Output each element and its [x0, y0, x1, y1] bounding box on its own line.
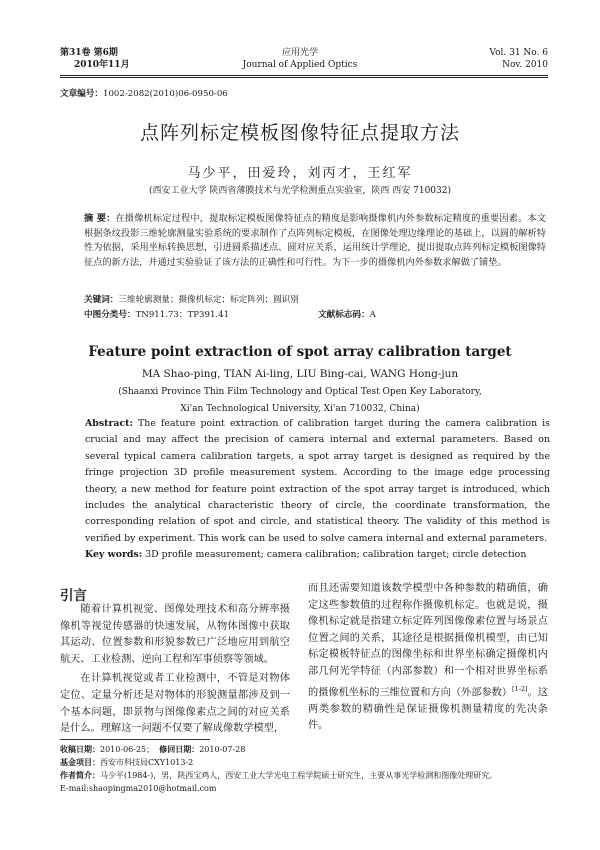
affiliation-en-line1: (Shaanxi Province Thin Film Technology and Optical Test Open Key Laboratory, [118, 387, 482, 397]
intro-right-column [308, 581, 548, 735]
volume-issue-en [489, 47, 548, 71]
intro-left-p2: 在计算机视觉或者工业检测中，不管是对物体定位、定量分析还是对物体的形貌测量都涉及到一个基本问题，即景物与图像像素点之间的对应关系是什么。理解这一问题不仅要了解成像数学模型， [60, 673, 290, 735]
revised-date: 2010-07-28 [199, 745, 246, 754]
received-date: 2010-06-25； [100, 745, 155, 754]
keywords-cn-text: 三维轮廓测量；摄像机标定；标定阵列；圆识别 [118, 295, 299, 305]
header-rule [60, 75, 548, 76]
article-id-value: 1002-2082(2010)06-0950-06 [102, 89, 228, 99]
affiliation-cn: (西安工业大学 陕西省薄膜技术与光学检测重点实验室，陕西 西安 710032) [149, 186, 451, 196]
footnote [60, 743, 550, 795]
authors-cn: 马少平，田爱玲，刘丙才，王红军 [187, 166, 413, 181]
article-id-label: 文章编号： [60, 89, 103, 99]
keywords-cn [84, 294, 299, 307]
keywords-en [85, 547, 550, 563]
clc-number [84, 309, 229, 322]
revised-label: 修回日期： [159, 744, 200, 754]
abstract-en-label: Abstract: [85, 418, 133, 429]
page-title-cn: 点阵列标定模板图像特征点提取方法 [139, 122, 460, 144]
date-en: Nov. 2010 [502, 60, 548, 70]
intro-left-p1: 随着计算机视觉、图像处理技术和高分辨率摄像机等视觉传感器的快速发展，从物体图像中获取其运动、位置参数和形貌参数已广泛地应用到航空航天、工业检测、逆向工程和军事侦察等领域。 [60, 604, 290, 665]
intro-right-p1 [308, 581, 548, 735]
intro-right-text: 而且还需要知道该数学模型中各种参数的精确值，确定这些参数值的过程称作摄像机标定。也就是说，摄像机标定就是指建立标定阵列图像像素位置与场景点位置之间的关系，其途径是根据摄像机模型，由已知标定模板特征点的图像坐标和世界坐标确定摄像机内部几何光学特征（内部参数）和一个相对世界坐标系的摄像机坐标的三维位置和方向（外部参数） [308, 583, 548, 698]
affiliation-en [0, 384, 600, 418]
fund-label: 基金项目： [60, 757, 100, 767]
intro-right-text-end: 。这两类参数的精确性是保证摄像机测量精度的先决条件。 [308, 686, 548, 732]
section-title-intro: 引言 [60, 588, 87, 604]
footnote-bio [60, 769, 550, 782]
volume-en: Vol. 31 No. 6 [489, 48, 548, 58]
received-label: 收稿日期： [60, 744, 100, 754]
footnote-fund [60, 756, 550, 769]
header-rule-2 [60, 77, 548, 78]
abstract-en [85, 416, 550, 564]
keywords-cn-label: 关键词： [84, 295, 119, 305]
footnote-rule [60, 739, 210, 740]
abstract-cn-label: 摘 要： [84, 213, 116, 224]
doc-code-value: A [369, 310, 376, 320]
authors-en: MA Shao-ping, TIAN Ai-ling, LIU Bing-cai, WANG Hong-jun [141, 368, 459, 380]
affiliation-en-line2: Xi'an Technological University, Xi'an 710032, China) [180, 404, 420, 414]
keywords-en-label: Key words: [85, 549, 143, 561]
citation-ref[interactable]: [1-2] [512, 684, 528, 693]
clc-label: 中图分类号： [84, 310, 136, 320]
bio-label: 作者简介： [60, 770, 100, 780]
date-cn: 2010年11月 [74, 60, 130, 70]
abstract-cn [84, 212, 546, 270]
keywords-en-text: 3D profile measurement; camera calibration; calibration target; circle detection [145, 549, 527, 561]
article-id [60, 88, 228, 101]
fund-value: 西安市科技局CXY1013-2 [100, 758, 194, 767]
intro-left-column [60, 602, 290, 738]
journal-cn: 应用光学 [281, 48, 318, 58]
footnote-dates [60, 743, 550, 756]
journal-en: Journal of Applied Optics [242, 60, 358, 70]
clc-value: TN911.73；TP391.41 [135, 310, 230, 320]
abstract-cn-text: 在摄像机标定过程中，提取标定模板图像特征点的精度是影响摄像机内外参数标定精度的重要因素。本文根据条纹投影三维轮廓测量实验系统的要求制作了点阵列标定模板，在图像处理边缘理论的基础上，以圆的解析特性为依据，采用坐标转换思想，引进圆系描述点、圆对应关系，运用统计学理论，提出提取点阵列标定模板图像特征点的新方法，并通过实验验证了该方法的正确性和可行性。为下一步的摄像机内外参数求解做了铺垫。 [84, 213, 546, 268]
bio-value: 马少平(1984-)，男，陕西宝鸡人，西安工业大学光电工程学院硕士研究生，主要从事光学检测和图像处理研究。 [100, 771, 498, 780]
abstract-en-text: The feature point extraction of calibration target during the camera calibration is crucial and may affect the precision of camera internal and external parameters. Based on several typical camera calibration targets, a spot array target is designed as required by the fringe projection 3D profile measurement system. According to the image edge processing theory, a new method for feature point extraction of the spot array target is introduced, which includes the analytical characteristic theory of circle, the coordinate transformation, the corresponding relation of spot and circle, and statistical theory. The validity of this method is verified by experiment. This work can be used to solve camera internal and external parameters. [85, 418, 550, 544]
doc-code [318, 309, 376, 322]
volume-cn: 第31卷 第6期 [60, 48, 118, 58]
doc-code-label: 文献标志码： [318, 310, 370, 320]
author-email[interactable]: E-mail:shaopingma2010@hotmail.com [60, 784, 217, 793]
page-title-en: Feature point extraction of spot array calibration target [88, 344, 512, 360]
